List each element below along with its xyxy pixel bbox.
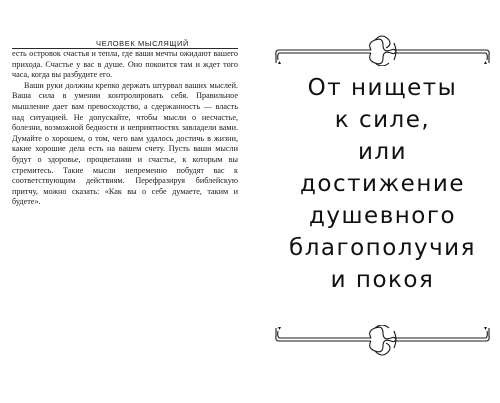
body-text: [12, 49, 238, 208]
title-line: к силе,: [334, 107, 431, 133]
running-head: ЧЕЛОВЕК МЫСЛЯЩИЙ: [12, 40, 238, 49]
title-line: достижение: [300, 171, 465, 197]
title-line: и покоя: [330, 267, 435, 293]
paragraph: Ваши руки должны крепко держать штурвал ваших мыслей. Ваша сила в умении контролировать себя. Правильное мышление дает вам превосходство, а сдержанность — власть над ситуацией. Не допускайте, чтобы мысли о несчастье, болезни, возможной бедности и неприятностях завладели вами. Думайте о хорошем, о том, чего вам удалось достичь в жизни, какие хорошие дела есть на вашем счету. Пусть ваши мысли будут о здоровье, процветании и счастье, к которым вы стремитесь. Такие мысли непременно побудят вас к соответствующим действиям. Перефразируя библейскую притчу, можно сказать: «Как вы о себе думаете, таким и будете».: [12, 80, 238, 207]
bottom-ornament-border: [275, 325, 490, 363]
section-title: [275, 72, 490, 296]
title-line: От нищеты: [307, 75, 458, 101]
knot-ornament-icon: [275, 28, 490, 66]
title-line: или: [357, 139, 408, 165]
title-line: душевного: [308, 203, 457, 229]
paragraph: есть островок счастья и тепла, где ваши мечты ожидают вашего прихода. Счастье у вас в душе. Оно покоится там и ждет того часа, когда вы разбудите его.: [12, 49, 238, 80]
title-line: благополучия: [289, 235, 476, 261]
right-page: [250, 0, 500, 403]
top-ornament-border: [275, 28, 490, 66]
knot-ornament-icon: [275, 325, 490, 363]
